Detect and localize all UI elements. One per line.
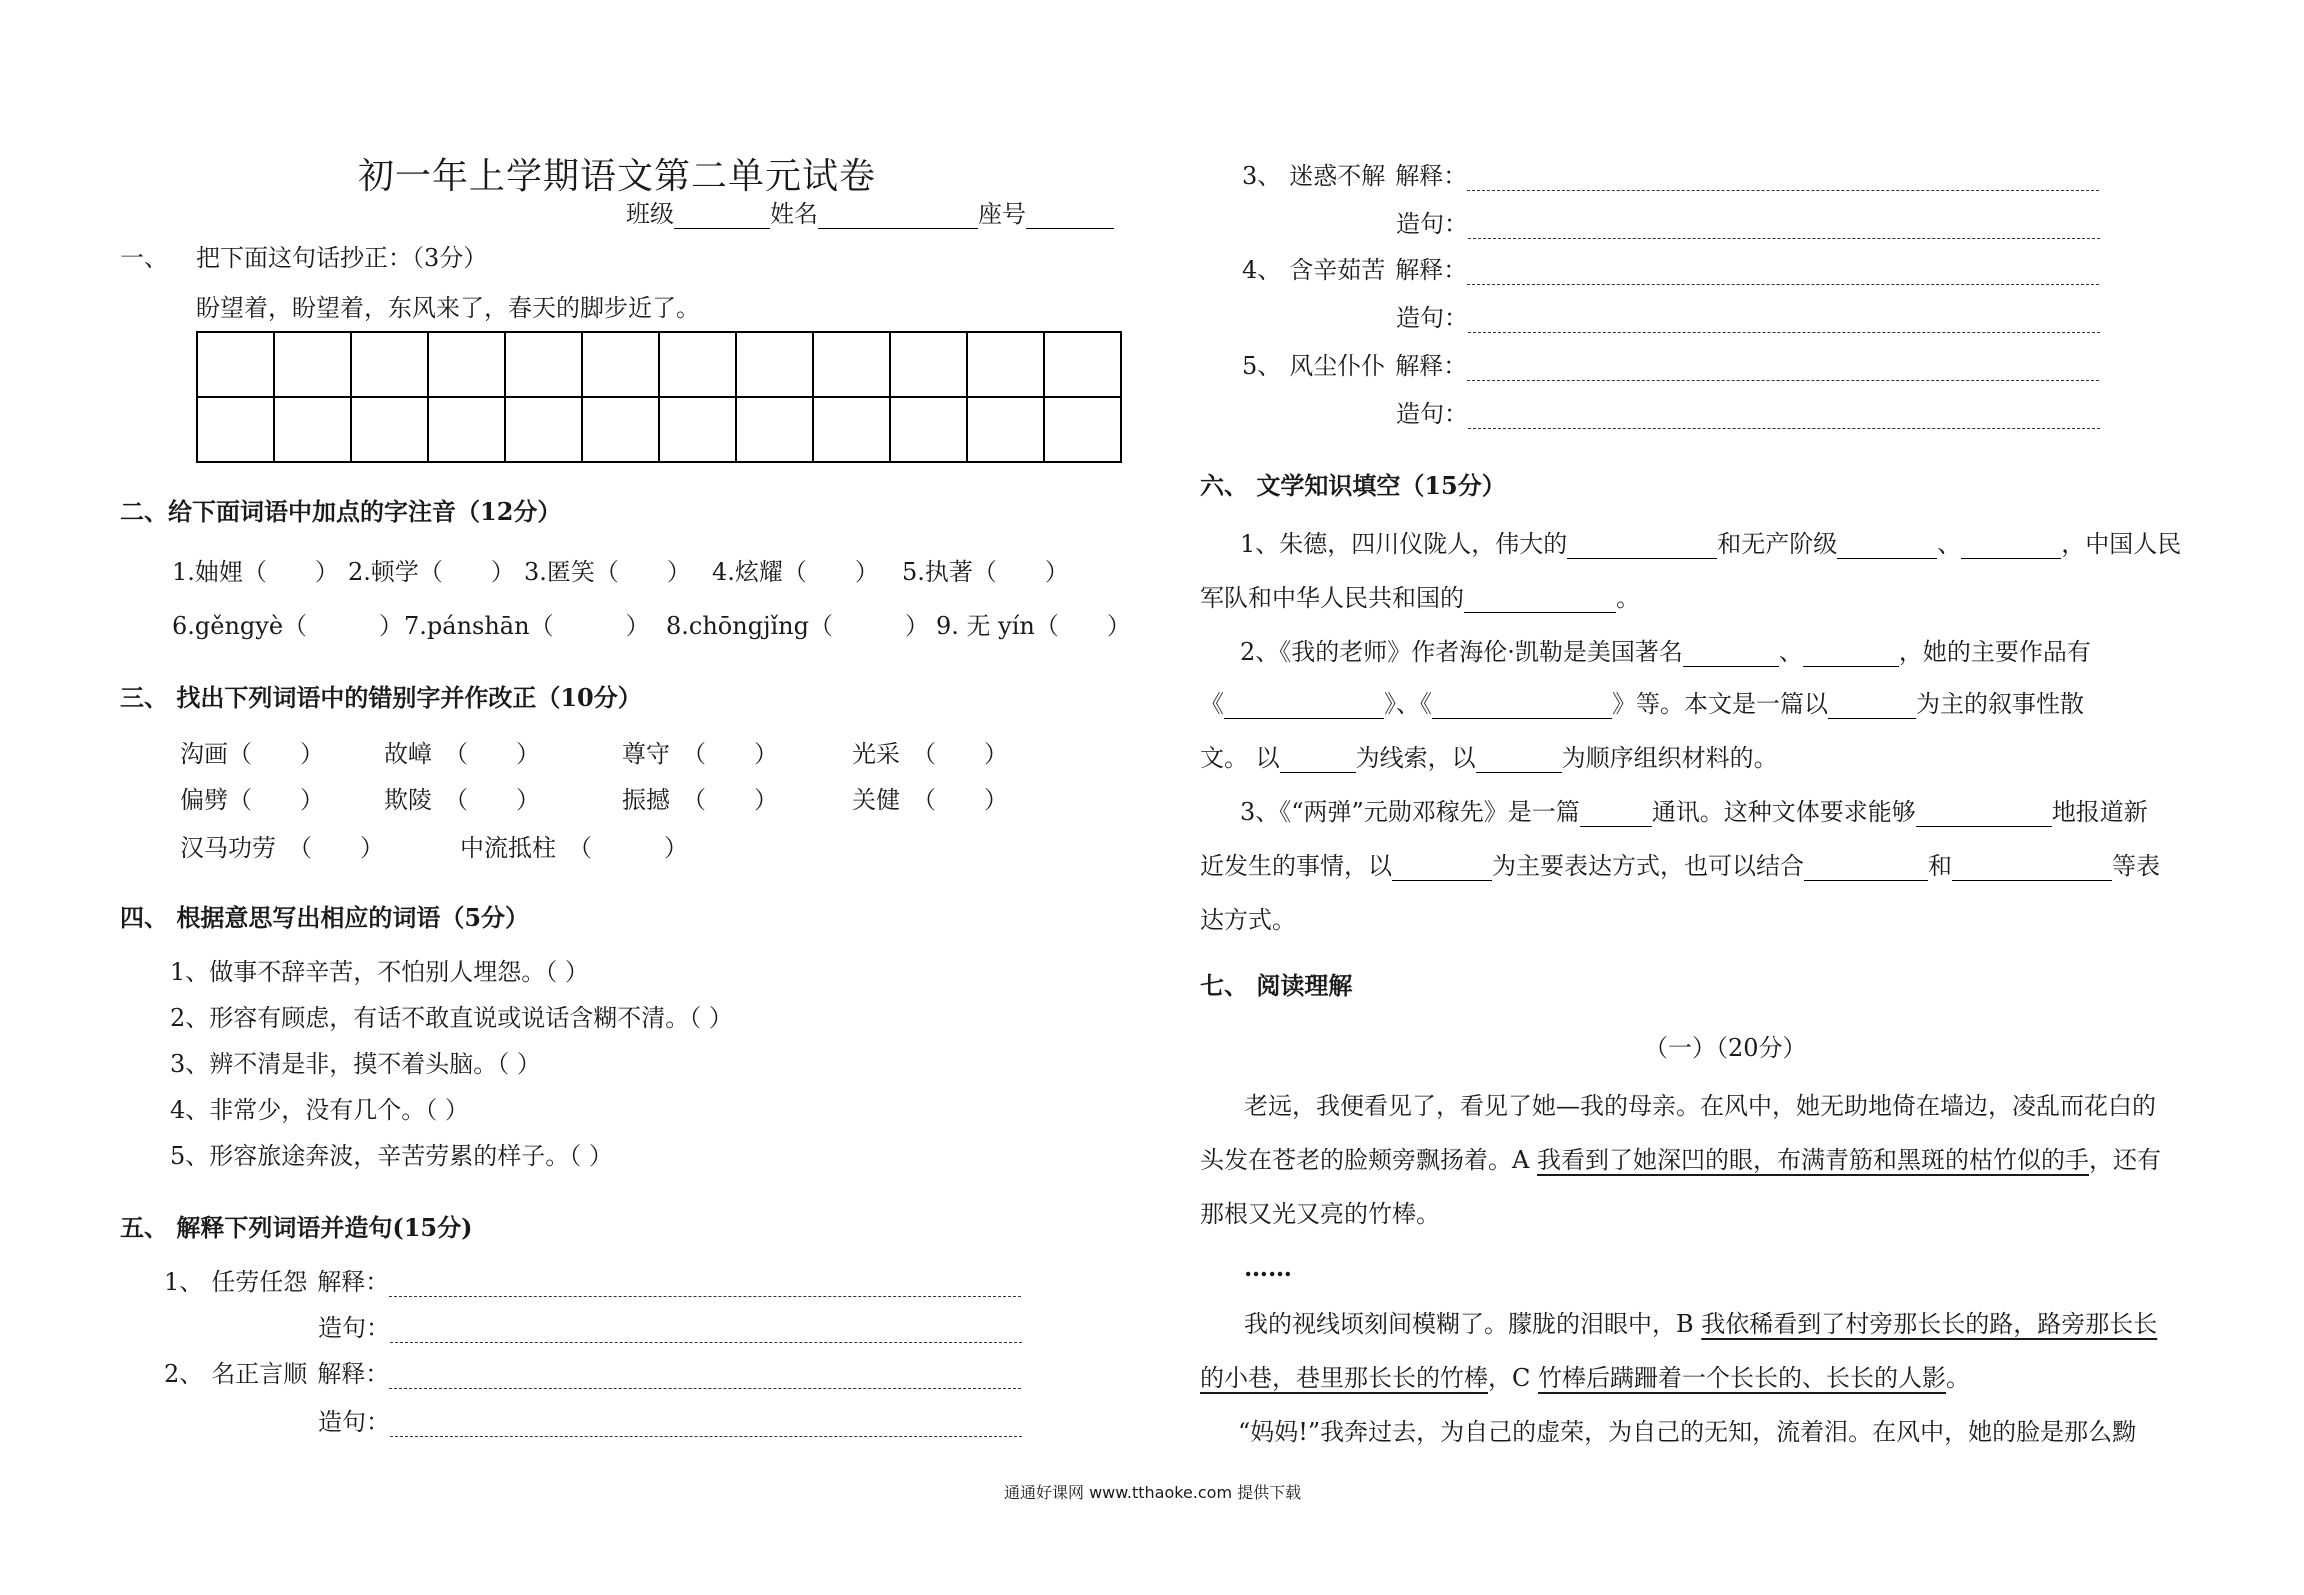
fill-blank[interactable]: [1224, 696, 1384, 719]
lit-text: 》等。本文是一篇以: [1612, 690, 1828, 718]
lit-q2-line2: [1200, 690, 2084, 719]
grid-cell[interactable]: [582, 332, 659, 397]
seat-blank[interactable]: [1026, 206, 1114, 229]
typo-item: 偏劈（ ）: [180, 786, 324, 814]
vocab-number: 3、: [1242, 162, 1282, 190]
sentence-line[interactable]: [1468, 410, 2100, 429]
lit-q3-line3: 达方式。: [1200, 906, 1296, 934]
sentence-row: [1396, 304, 2100, 333]
lit-text: 、: [1937, 530, 1962, 558]
lit-text: 通讯。这种文体要求能够: [1651, 798, 1916, 826]
explain-line[interactable]: [1467, 266, 2099, 285]
copy-sentence: 盼望着，盼望着，东风来了，春天的脚步近了。: [196, 294, 700, 322]
writing-grid: [196, 331, 1122, 463]
grid-cell[interactable]: [351, 397, 428, 462]
reading-line: “妈妈!”我奔过去，为自己的虚荣，为自己的无知，流着泪。在风中，她的脸是那么黝: [1238, 1418, 2137, 1446]
name-label: 姓名: [770, 200, 818, 228]
sentence-row: [1396, 210, 2100, 239]
fill-blank[interactable]: [1432, 696, 1612, 719]
vocab-word: 风尘仆仆: [1289, 352, 1386, 380]
vocab-number: 1、: [164, 1268, 204, 1296]
sentence-row: [318, 1408, 1022, 1437]
footer-credit: 通通好课网 www.tthaoke.com 提供下载: [1004, 1483, 1302, 1502]
class-blank[interactable]: [674, 206, 770, 229]
pinyin-item: 5.执著（ ）: [902, 558, 1069, 586]
lit-text: 等表: [2112, 852, 2160, 880]
vocab-item-3: [1242, 162, 2099, 191]
explain-label: 解释：: [1395, 256, 1468, 284]
seat-label: 座号: [978, 200, 1026, 228]
section-6-heading: 六、 文学知识填空（15分）: [1200, 471, 1506, 500]
class-label: 班级: [626, 200, 674, 228]
sentence-label: 造句：: [1396, 304, 1468, 332]
lit-q2-line3: [1200, 744, 1778, 773]
section-5-heading: 五、 解释下列词语并造句(15分): [120, 1213, 473, 1242]
grid-cell[interactable]: [274, 397, 351, 462]
pinyin-item: 6.gěngyè（ ）: [172, 612, 404, 640]
explain-line[interactable]: [1467, 362, 2099, 381]
lit-text: 近发生的事情，以: [1200, 852, 1392, 880]
section-3-heading: 三、 找出下列词语中的错别字并作改正（10分）: [120, 683, 642, 712]
fill-blank[interactable]: [1476, 750, 1562, 773]
grid-cell[interactable]: [967, 332, 1044, 397]
pinyin-item: 1.妯娌（ ）: [172, 558, 339, 586]
lit-text: 为主要表达方式，也可以结合: [1492, 852, 1804, 880]
fill-blank[interactable]: [1952, 858, 2112, 881]
sentence-row: [1396, 400, 2100, 429]
pinyin-item: 7.pánshān（ ）: [404, 612, 650, 640]
definition-item: 2、形容有顾虑，有话不敢直说或说话含糊不清。（ ）: [170, 1004, 733, 1032]
definition-item: 4、非常少，没有几个。（ ）: [170, 1096, 469, 1124]
lit-q1-line1: [1240, 530, 2181, 559]
vocab-item-2: [164, 1360, 1021, 1389]
definition-item: 5、形容旅途奔波，辛苦劳累的样子。（ ）: [170, 1142, 613, 1170]
typo-item: 尊守 （ ）: [622, 740, 778, 768]
lit-text: 军队和中华人民共和国的: [1200, 584, 1464, 612]
typo-item: 关健 （ ）: [852, 786, 1008, 814]
grid-cell[interactable]: [1044, 397, 1121, 462]
pinyin-item: 8.chōngjǐng（ ）: [666, 612, 930, 640]
reading-line: [1200, 1146, 2161, 1175]
reading-text: 。: [1946, 1364, 1970, 1392]
fill-blank[interactable]: [1916, 804, 2052, 827]
fill-blank[interactable]: [1804, 858, 1928, 881]
section-7-heading: 七、 阅读理解: [1200, 971, 1353, 1000]
grid-cell[interactable]: [967, 397, 1044, 462]
typo-item: 中流抵柱 （ ）: [460, 834, 688, 862]
typo-item: 光采 （ ）: [852, 740, 1008, 768]
fill-blank[interactable]: [1828, 696, 1916, 719]
grid-cell[interactable]: [1044, 332, 1121, 397]
reading-line: 那根又光又亮的竹棒。: [1200, 1200, 1440, 1228]
explain-label: 解释：: [1395, 162, 1468, 190]
pinyin-item: 9. 无 yín（ ）: [936, 612, 1131, 640]
lit-text: 《: [1200, 690, 1224, 718]
lit-text: 地报道新: [2051, 798, 2148, 826]
sentence-row: [318, 1314, 1022, 1343]
fill-blank[interactable]: [1280, 750, 1356, 773]
section-2-heading: 二、给下面词语中加点的字注音（12分）: [120, 497, 562, 526]
explain-label: 解释：: [317, 1360, 390, 1388]
grid-cell[interactable]: [274, 332, 351, 397]
grid-row: [197, 397, 1121, 462]
grid-cell[interactable]: [428, 332, 505, 397]
sentence-line[interactable]: [390, 1418, 1022, 1437]
grid-cell[interactable]: [197, 397, 274, 462]
explain-label: 解释：: [1395, 352, 1468, 380]
lit-text: 》、《: [1384, 690, 1432, 718]
sentence-line[interactable]: [1468, 220, 2100, 239]
vocab-item-4: [1242, 256, 2099, 285]
fill-blank[interactable]: [1961, 536, 2061, 559]
underlined-sentence-b: 的小巷，巷里那长长的竹棒: [1200, 1364, 1488, 1392]
lit-q2-line1: [1240, 638, 2091, 667]
lit-text: 文。 以: [1200, 744, 1280, 772]
sentence-label: 造句：: [1396, 210, 1468, 238]
lit-text: 1、朱德，四川仪陇人，伟大的: [1240, 530, 1568, 558]
definition-item: 1、做事不辞辛苦，不怕别人埋怨。（ ）: [170, 958, 589, 986]
typo-item: 故嶂 （ ）: [384, 740, 540, 768]
explain-line[interactable]: [389, 1278, 1021, 1297]
reading-line: 老远，我便看见了，看见了她—我的母亲。在风中，她无助地倚在墙边，凌乱而花白的: [1244, 1092, 2156, 1120]
definition-item: 3、辨不清是非，摸不着头脑。（ ）: [170, 1050, 541, 1078]
reading-line: [1244, 1310, 2157, 1339]
lit-text: ，中国人民: [2061, 530, 2182, 558]
section-1-heading: 把下面这句话抄正：（3分）: [196, 244, 488, 272]
lit-q3-line1: [1240, 798, 2148, 827]
pinyin-item: 3.匿笑（ ）: [524, 558, 691, 586]
vocab-number: 5、: [1242, 352, 1282, 380]
fill-blank[interactable]: [1803, 644, 1899, 667]
lit-text: 。: [1616, 584, 1640, 612]
sentence-label: 造句：: [318, 1408, 390, 1436]
lit-text: 2、《我的老师》作者海伦·凯勒是美国著名: [1240, 638, 1683, 666]
vocab-word: 含辛茹苦: [1289, 256, 1386, 284]
fill-blank[interactable]: [1580, 804, 1652, 827]
underlined-sentence-b: 我依稀看到了村旁那长长的路，路旁那长长: [1701, 1310, 2158, 1338]
explain-line[interactable]: [389, 1370, 1021, 1389]
typo-item: 欺陵 （ ）: [384, 786, 540, 814]
student-info-line: [626, 200, 1114, 229]
grid-cell[interactable]: [890, 397, 967, 462]
grid-cell[interactable]: [197, 332, 274, 397]
grid-cell[interactable]: [736, 397, 813, 462]
grid-cell[interactable]: [736, 332, 813, 397]
pinyin-item: 4.炫耀（ ）: [712, 558, 879, 586]
sentence-label: 造句：: [1396, 400, 1468, 428]
vocab-item-1: [164, 1268, 1021, 1297]
reading-text: ，还有: [2088, 1146, 2161, 1174]
lit-q3-line2: [1200, 852, 2160, 881]
fill-blank[interactable]: [1392, 858, 1492, 881]
sentence-line[interactable]: [390, 1324, 1022, 1343]
lit-text: 为顺序组织材料的。: [1561, 744, 1778, 772]
grid-cell[interactable]: [351, 332, 428, 397]
grid-cell[interactable]: [505, 397, 582, 462]
vocab-word: 任劳任怨: [211, 1268, 308, 1296]
sentence-label: 造句：: [318, 1314, 390, 1342]
lit-text: 3、《“两弹”元勋邓稼先》是一篇: [1240, 798, 1580, 826]
explain-label: 解释：: [317, 1268, 390, 1296]
fill-blank[interactable]: [1683, 644, 1779, 667]
reading-text: 头发在苍老的脸颊旁飘扬着。A: [1200, 1146, 1537, 1174]
underlined-sentence-a: 我看到了她深凹的眼，布满青筋和黑斑的枯竹似的手: [1536, 1146, 2089, 1174]
grid-cell[interactable]: [659, 397, 736, 462]
page-title: 初一年上学期语文第二单元试卷: [358, 156, 877, 197]
lit-text: 、: [1778, 638, 1803, 666]
name-blank[interactable]: [818, 206, 978, 229]
lit-text: 为主的叙事性散: [1916, 690, 2084, 718]
vocab-item-5: [1242, 352, 2099, 381]
vocab-word: 迷惑不解: [1289, 162, 1386, 190]
fill-blank[interactable]: [1837, 536, 1937, 559]
typo-item: 振撼 （ ）: [622, 786, 778, 814]
typo-item: 汉马功劳 （ ）: [180, 834, 384, 862]
reading-text: 我的视线顷刻间模糊了。朦胧的泪眼中，B: [1244, 1310, 1702, 1338]
grid-cell[interactable]: [813, 397, 890, 462]
lit-text: 和: [1928, 852, 1952, 880]
fill-blank[interactable]: [1567, 536, 1717, 559]
explain-line[interactable]: [1467, 172, 2099, 191]
grid-cell[interactable]: [659, 332, 736, 397]
reading-text: ，C: [1488, 1364, 1538, 1392]
lit-text: 为线索，以: [1355, 744, 1476, 772]
section-4-heading: 四、 根据意思写出相应的词语（5分）: [120, 903, 530, 932]
ellipsis: ……: [1244, 1253, 1292, 1282]
lit-q1-line2: [1200, 584, 1640, 613]
section-1-number: 一、: [120, 244, 168, 272]
vocab-number: 4、: [1242, 256, 1282, 284]
vocab-number: 2、: [164, 1360, 204, 1388]
grid-cell[interactable]: [890, 332, 967, 397]
lit-text: 和无产阶级: [1717, 530, 1838, 558]
grid-cell[interactable]: [813, 332, 890, 397]
reading-line: [1200, 1364, 1970, 1393]
reading-subtitle: （一）（20分）: [1644, 1034, 1807, 1062]
grid-cell[interactable]: [505, 332, 582, 397]
grid-cell[interactable]: [428, 397, 505, 462]
grid-cell[interactable]: [582, 397, 659, 462]
grid-row: [197, 332, 1121, 397]
typo-item: 沟画（ ）: [180, 740, 324, 768]
underlined-sentence-c: 竹棒后蹒跚着一个长长的、长长的人影: [1538, 1364, 1946, 1392]
sentence-line[interactable]: [1468, 314, 2100, 333]
vocab-word: 名正言顺: [211, 1360, 308, 1388]
lit-text: ，她的主要作品有: [1898, 638, 2091, 666]
fill-blank[interactable]: [1464, 590, 1616, 613]
pinyin-item: 2.顿学（ ）: [348, 558, 515, 586]
